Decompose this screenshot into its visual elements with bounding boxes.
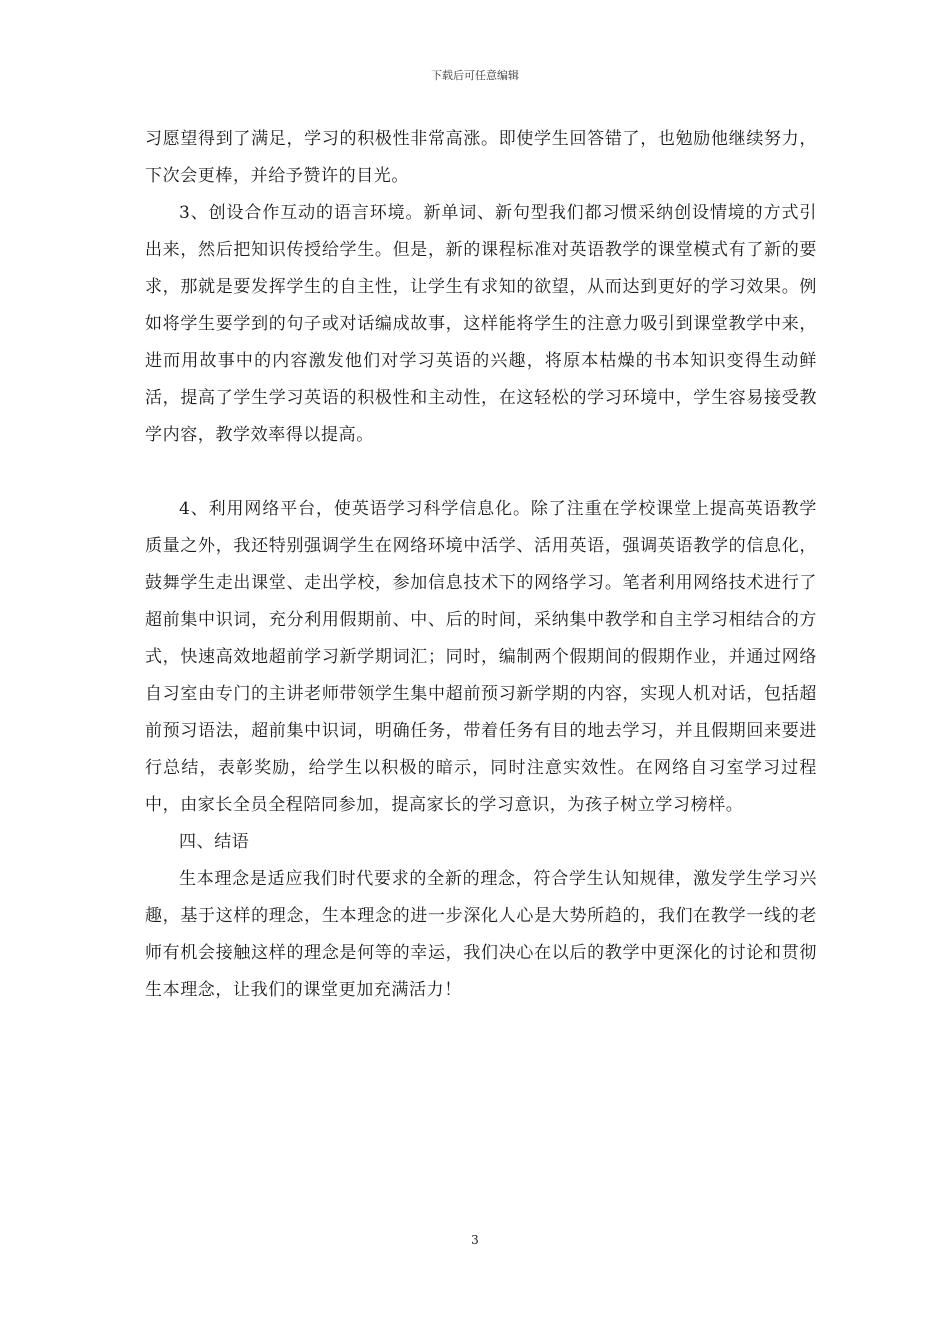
body-block-top (145, 121, 817, 454)
paragraph-point-3: 3、创设合作互动的语言环境。新单词、新句型我们都习惯采纳创设情境的方式引出来，然后把知识传授给学生。但是，新的课程标准对英语教学的课堂模式有了新的要求，那就是要发挥学生的自主性，让学生有求知的欲望，从而达到更好的学习效果。例如将学生要学到的句子或对话编成故事，这样能将学生的注意力吸引到课堂教学中来，进而用故事中的内容激发他们对学习英语的兴趣，将原本枯燥的书本知识变得生动鲜活，提高了学生学习英语的积极性和主动性，在这轻松的学习环境中，学生容易接受教学内容，教学效率得以提高。 (145, 203, 817, 445)
page-header: 下载后可任意编辑 (431, 69, 519, 82)
paragraph-continuation: 习愿望得到了满足，学习的积极性非常高涨。即使学生回答错了，也勉励他继续努力，下次会更棒，并给予赞许的目光。 (145, 129, 817, 186)
section-heading-conclusion: 四、结语 (179, 832, 250, 852)
paragraph-point-4: 4、利用网络平台，使英语学习科学信息化。除了注重在学校课堂上提高英语教学质量之外，我还特别强调学生在网络环境中活学、活用英语，强调英语教学的信息化，鼓舞学生走出课堂、走出学校，参加信息技术下的网络学习。笔者利用网络技术进行了超前集中识词，充分利用假期前、中、后的时间，采纳集中教学和自主学习相结合的方式，快速高效地超前学习新学期词汇；同时，编制两个假期间的假期作业，并通过网络自习室由专门的主讲老师带领学生集中超前预习新学期的内容，实现人机对话，包括超前预习语法，超前集中识词，明确任务，带着任务有目的地去学习，并且假期回来要进行总结，表彰奖励，给学生以积极的暗示，同时注意实效性。在网络自习室学习过程中，由家长全员全程陪同参加，提高家长的学习意识，为孩子树立学习榜样。 (145, 499, 817, 815)
paragraph-conclusion: 生本理念是适应我们时代要求的全新的理念，符合学生认知规律，激发学生学习兴趣，基于这样的理念，生本理念的进一步深化人心是大势所趋的，我们在教学一线的老师有机会接触这样的理念是何等的幸运，我们决心在以后的教学中更深化的讨论和贯彻生本理念，让我们的课堂更加充满活力！ (145, 869, 817, 1000)
body-block-bottom (145, 491, 817, 1009)
page-number: 3 (471, 1233, 479, 1247)
